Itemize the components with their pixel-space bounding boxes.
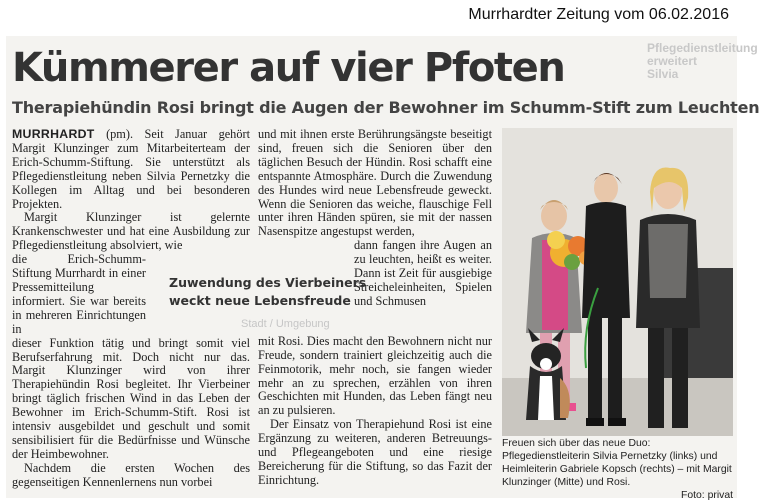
- paragraph: und mit ihnen erste Berührungsängste beseitigt sind, freuen sich die Senioren über den täglichen Besuch der Hündin. Rosi schafft eine entspannte Atmosphäre. Durch die Zuwendung des Hundes wird neue Lebensfreude geweckt. Wenn die Senioren das weiche, flauschige Fell unter ihren Händen spüren, sie mit der nassen Nasenspitze angestupst werden,: [258, 127, 492, 239]
- photo-credit: Foto: privat: [681, 489, 733, 501]
- pull-quote: Zuwendung des Vierbeiners weckt neue Lebensfreude: [161, 272, 341, 312]
- paragraph: dieser Funktion tätig und bringt somit viel Berufserfahrung mit. Doch nicht nur das. Margit Klunzinger wird von ihrer Therapiehündin Rosi begleitet. Ihr Vierbeiner bringt täglich frischen Wind in das Leben der Bewohner im Erich-Schumm-Stift. Rosi ist intensiv ausgebildet und geschult und somit sensibilisiert für die Bedürfnisse und Wünsche der Heimbewohner.: [12, 335, 250, 461]
- photo-caption: Freuen sich über das neue Duo: Pflegedienstleiterin Silvia Pernetzky (links) und Heimleiterin Gabriele Kopsch (rechts) – mit Margit Klunzinger (Mitte) und Rosi. Foto: privat: [502, 438, 733, 501]
- newspaper-source-date: Murrhardter Zeitung vom 06.02.2016: [468, 6, 729, 23]
- dateline: MURRHARDT: [12, 127, 95, 141]
- article-subheadline: Therapiehündin Rosi bringt die Augen der Bewohner im Schumm-Stift zum Leuchten: [12, 98, 759, 117]
- article-headline: Kümmerer auf vier Pfoten: [12, 45, 565, 91]
- article-photo: [502, 128, 733, 436]
- paragraph-beside-pullquote: die Erich-Schumm-Stiftung Murrhardt in einer Pressemitteilung informiert. Sie war bereits in mehreren Einrichtungen in: [12, 252, 146, 336]
- paragraph: MURRHARDT (pm). Seit Januar gehört Margit Klunzinger zum Mitarbeiterteam der Erich-Schumm-Stiftung. Sie unterstützt als Pflegedienstleitung neben Silvia Pernetzky die Kollegen im Alltag und bei besonderen Projekten.: [12, 127, 250, 211]
- bleed-through-text: Pflegedienstleitung erweitert Silvia: [647, 41, 758, 81]
- photo-illustration: [502, 128, 733, 436]
- paragraph: Der Einsatz von Therapiehund Rosi ist eine Ergänzung zu weiteren, anderen Betreuungs- und Pflegeangeboten und eine riesige Bereicherung für die Stiftung, so das Fazit der Einrichtung.: [258, 417, 492, 487]
- paragraph: Nachdem die ersten Wochen des gegenseitigen Kennenlernens nun vorbei: [12, 460, 250, 489]
- paragraph-beside-pullquote: dann fangen ihre Augen an zu leuchten, heißt es weiter. Dann ist Zeit für ausgiebige Streicheleinheiten, Spielen und Schmusen: [354, 238, 492, 308]
- paragraph: Margit Klunzinger ist gelernte Krankenschwester und hat eine Ausbildung zur Pflegedienstleitung absolviert, wie: [12, 210, 250, 253]
- bleed-through-text: Stadt / Umgebung: [241, 318, 330, 330]
- article-column-2: [258, 128, 492, 496]
- article-column-1: [12, 128, 250, 496]
- newspaper-clipping: [6, 36, 759, 501]
- paragraph: mit Rosi. Dies macht den Bewohnern nicht nur Freude, sondern trainiert gleichzeitig auch die Feinmotorik, mehr noch, sie fangen wieder mehr an zu sprechen, erzählen von ihren Geschichten mit Hunden, das Leben fängt neu an zu pulsieren.: [258, 333, 492, 418]
